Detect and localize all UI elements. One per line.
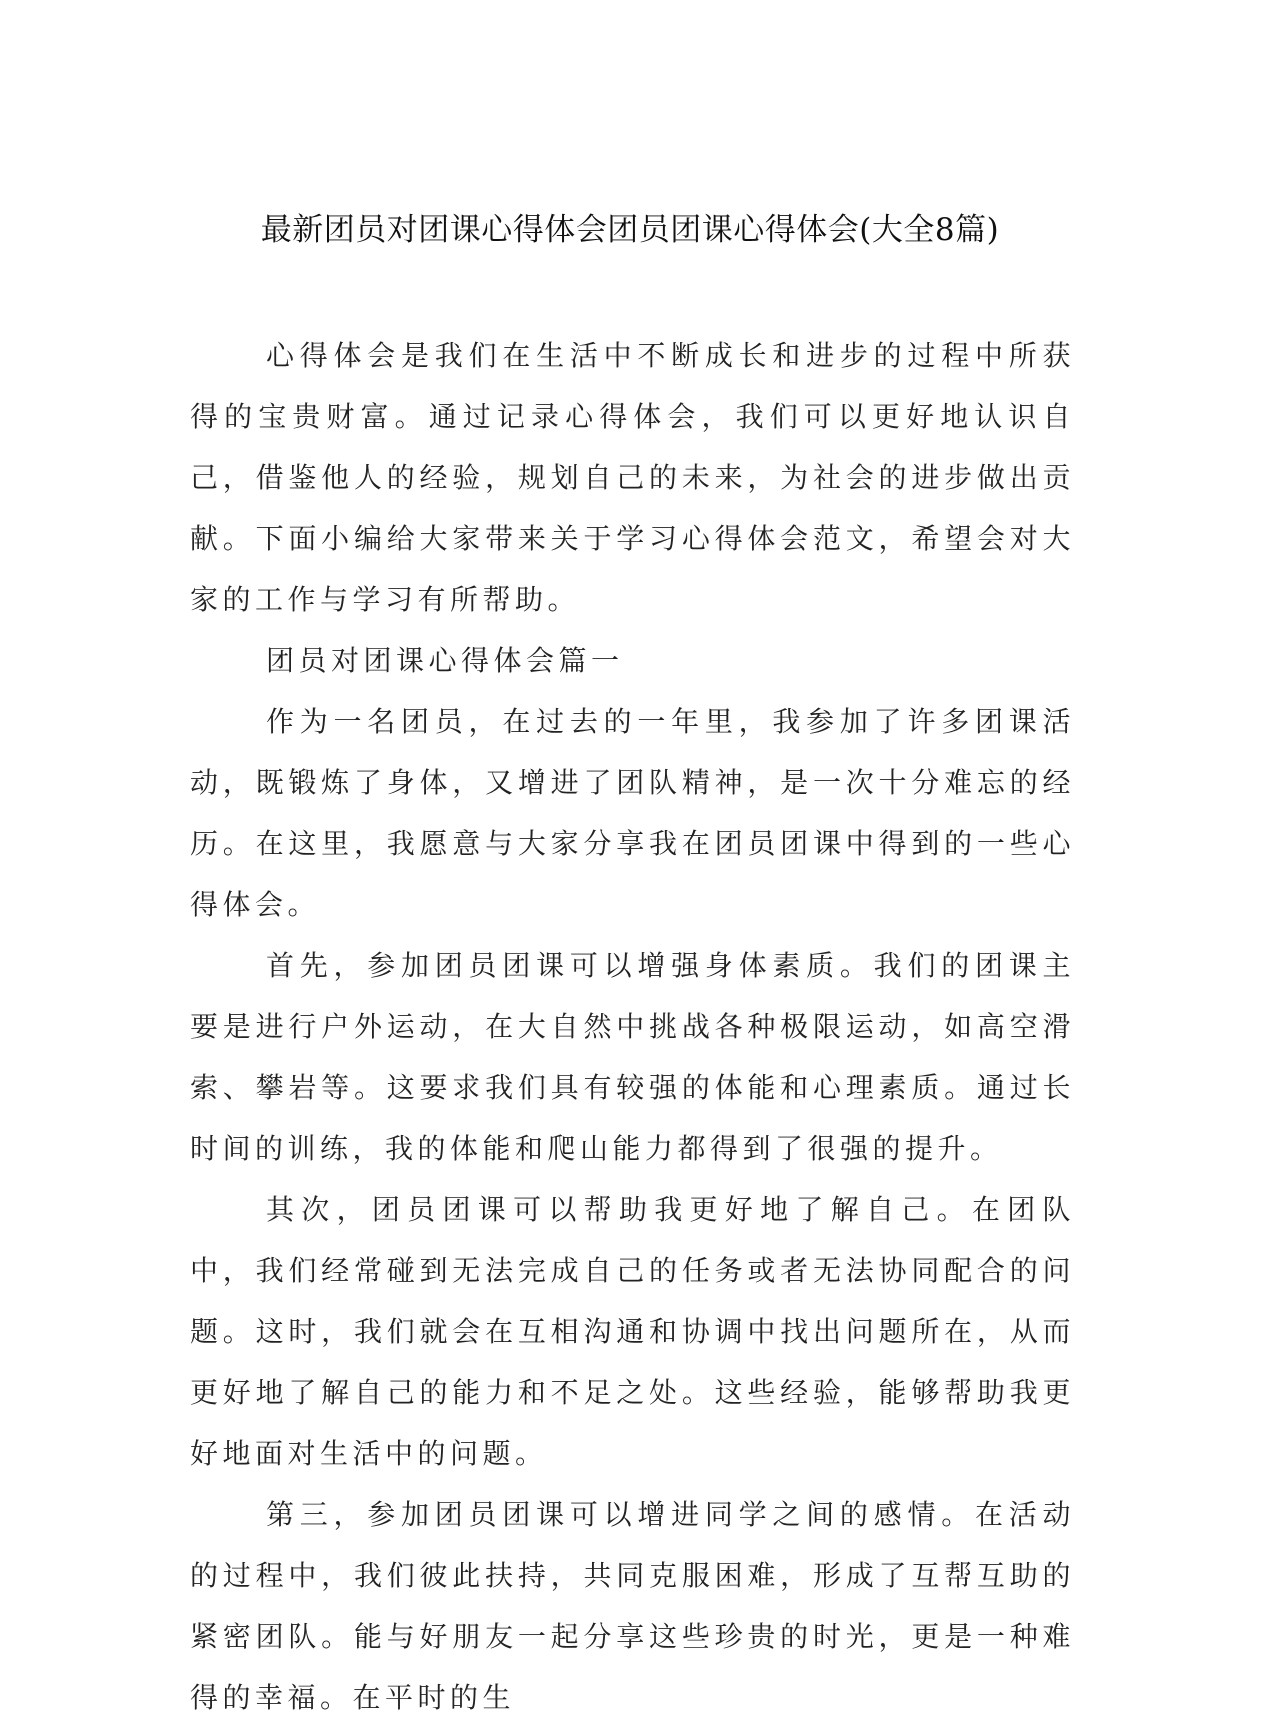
- document-title: 最新团员对团课心得体会团员团课心得体会(大全8篇): [260, 212, 1000, 248]
- body-paragraph: 作为一名团员，在过去的一年里，我参加了许多团课活动，既锻炼了身体，又增进了团队精神，是一次十分难忘的经历。在这里，我愿意与大家分享我在团员团课中得到的一些心得体会。: [190, 705, 1075, 921]
- body-paragraph: 首先，参加团员团课可以增强身体素质。我们的团课主要是进行户外运动，在大自然中挑战各种极限运动，如高空滑索、攀岩等。这要求我们具有较强的体能和心理素质。通过长时间的训练，我的体能和爬山能力都得到了很强的提升。: [190, 949, 1075, 1165]
- document-body: [190, 325, 1075, 1728]
- intro-paragraph: 心得体会是我们在生活中不断成长和进步的过程中所获得的宝贵财富。通过记录心得体会，我们可以更好地认识自己，借鉴他人的经验，规划自己的未来，为社会的进步做出贡献。下面小编给大家带来关于学习心得体会范文，希望会对大家的工作与学习有所帮助。: [190, 339, 1075, 616]
- body-paragraph: 第三，参加团员团课可以增进同学之间的感情。在活动的过程中，我们彼此扶持，共同克服困难，形成了互帮互助的紧密团队。能与好朋友一起分享这些珍贵的时光，更是一种难得的幸福。在平时的生: [190, 1498, 1075, 1714]
- section-heading: 团员对团课心得体会篇一: [266, 644, 624, 677]
- body-paragraph: 其次，团员团课可以帮助我更好地了解自己。在团队中，我们经常碰到无法完成自己的任务或者无法协同配合的问题。这时，我们就会在互相沟通和协调中找出问题所在，从而更好地了解自己的能力和不足之处。这些经验，能够帮助我更好地面对生活中的问题。: [190, 1193, 1075, 1470]
